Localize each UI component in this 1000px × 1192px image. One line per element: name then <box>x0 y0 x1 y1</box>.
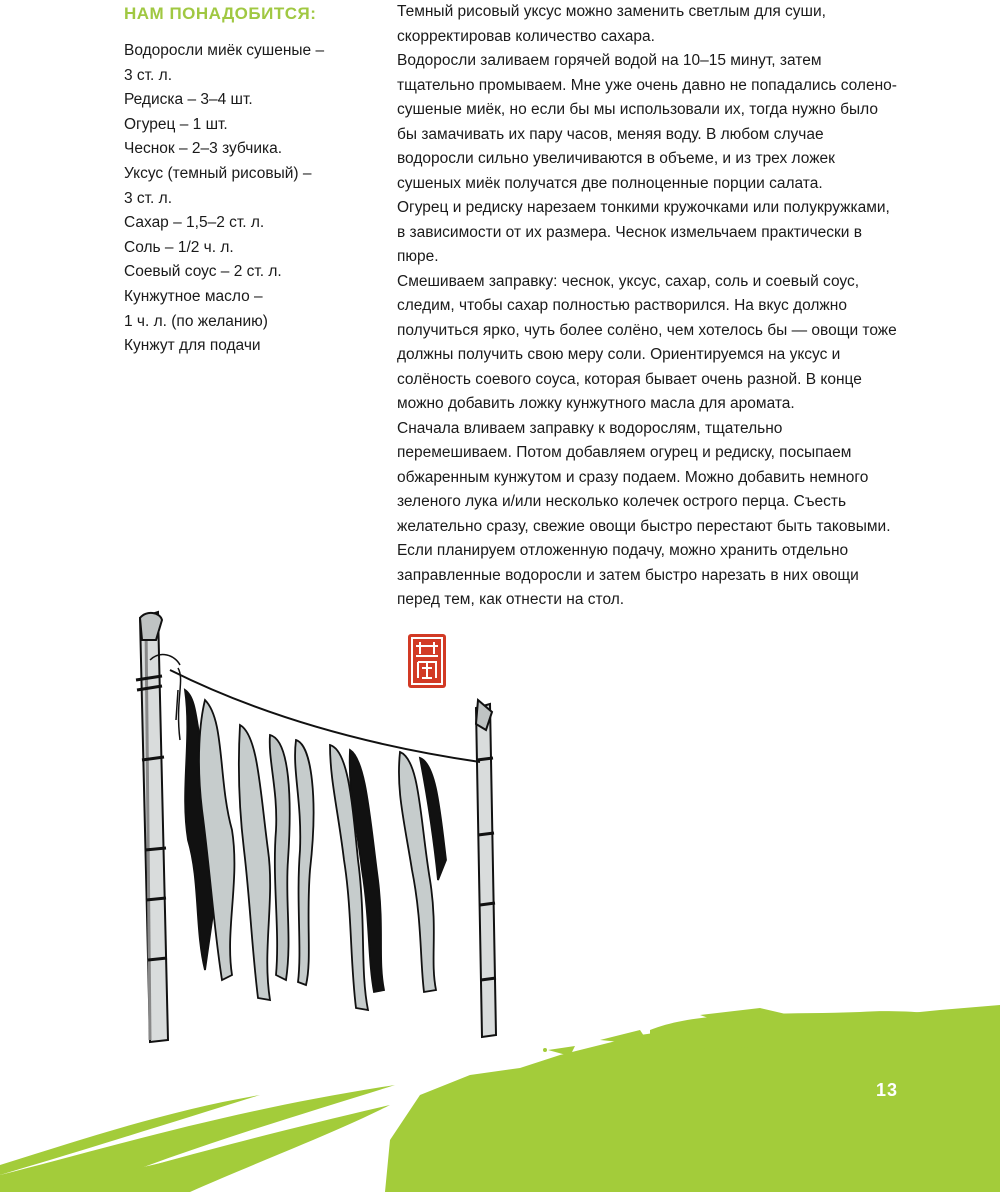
method-paragraph: Сначала вливаем заправку к водорослям, тщательно перемешиваем. Потом добавляем огурец и редиску, посыпаем обжаренным кунжутом и сразу подаем. Можно добавить немного зеленого лука и/или несколько колечек острого перца. Съесть желательно сразу, свежие овощи быстро перестают быть таковыми. Если планируем отложенную подачу, можно хранить отдельно заправленные водоросли и затем быстро нарезать в них овощи перед тем, как отнести на стол. <box>397 419 891 608</box>
seaweed-strips <box>185 690 446 1010</box>
method-paragraph: Темный рисовый уксус можно заменить светлым для суши, скорректировав количество сахара. <box>397 3 826 45</box>
ingredient-line: Водоросли миёк сушеные – <box>124 42 325 59</box>
method-paragraph: Смешиваем заправку: чеснок, уксус, сахар, соль и соевый соус, следим, чтобы сахар полностью растворился. На вкус должно получиться ярко, чуть более солёно, чем хотелось бы — овощи тоже должны получить свою меру соли. Ориентируемся на уксус и солёность соевого соуса, которая бывает очень разной. В конце можно добавить ложку кунжутного масла для аромата. <box>397 272 897 412</box>
right-bamboo-pole <box>476 700 496 1037</box>
ingredient-line: Кунжут для подачи <box>124 337 261 355</box>
method-paragraph: Водоросли заливаем горячей водой на 10–15 минут, затем тщательно промываем. Мне уже очень давно не попадались солено-сушеные миёк, но если бы мы использовали их, тогда нужно было бы замачивать их пару часов, меняя воду. В любом случае водоросли сильно увеличиваются в объеме, и из трех ложек сушеных миёк получатся две полноценные порции салата. <box>397 52 897 192</box>
seaweed-drying-illustration <box>0 600 520 1060</box>
ingredient-line: Соль – 1/2 ч. л. <box>124 238 234 256</box>
ingredient-line: Чеснок – 2–3 зубчика. <box>124 140 283 158</box>
ingredient-line: Огурец – 1 шт. <box>124 115 228 133</box>
ingredient-line: Кунжутное масло – <box>124 287 263 305</box>
ingredient-line: Редиска – 3–4 шт. <box>124 91 253 109</box>
ingredient-line: Уксус (темный рисовый) – <box>124 164 312 182</box>
method-section <box>397 0 897 613</box>
ingredients-heading: НАМ ПОНАДОБИТСЯ: <box>124 4 317 23</box>
ingredients-section <box>124 4 364 359</box>
ingredient-line: 3 ст. л. <box>124 189 173 207</box>
page-number: 13 <box>876 1080 899 1100</box>
ingredient-line: 1 ч. л. (по желанию) <box>124 312 268 330</box>
ingredient-line: 3 ст. л. <box>124 66 173 84</box>
ingredient-line: Соевый соус – 2 ст. л. <box>124 263 282 281</box>
ingredient-line: Сахар – 1,5–2 ст. л. <box>124 214 265 232</box>
ingredients-list <box>124 39 364 359</box>
left-bamboo-pole <box>136 612 181 1042</box>
method-paragraph: Огурец и редиску нарезаем тонкими кружочками или полукружками, в зависимости от их размера. Чеснок измельчаем практически в пюре. <box>397 199 890 265</box>
